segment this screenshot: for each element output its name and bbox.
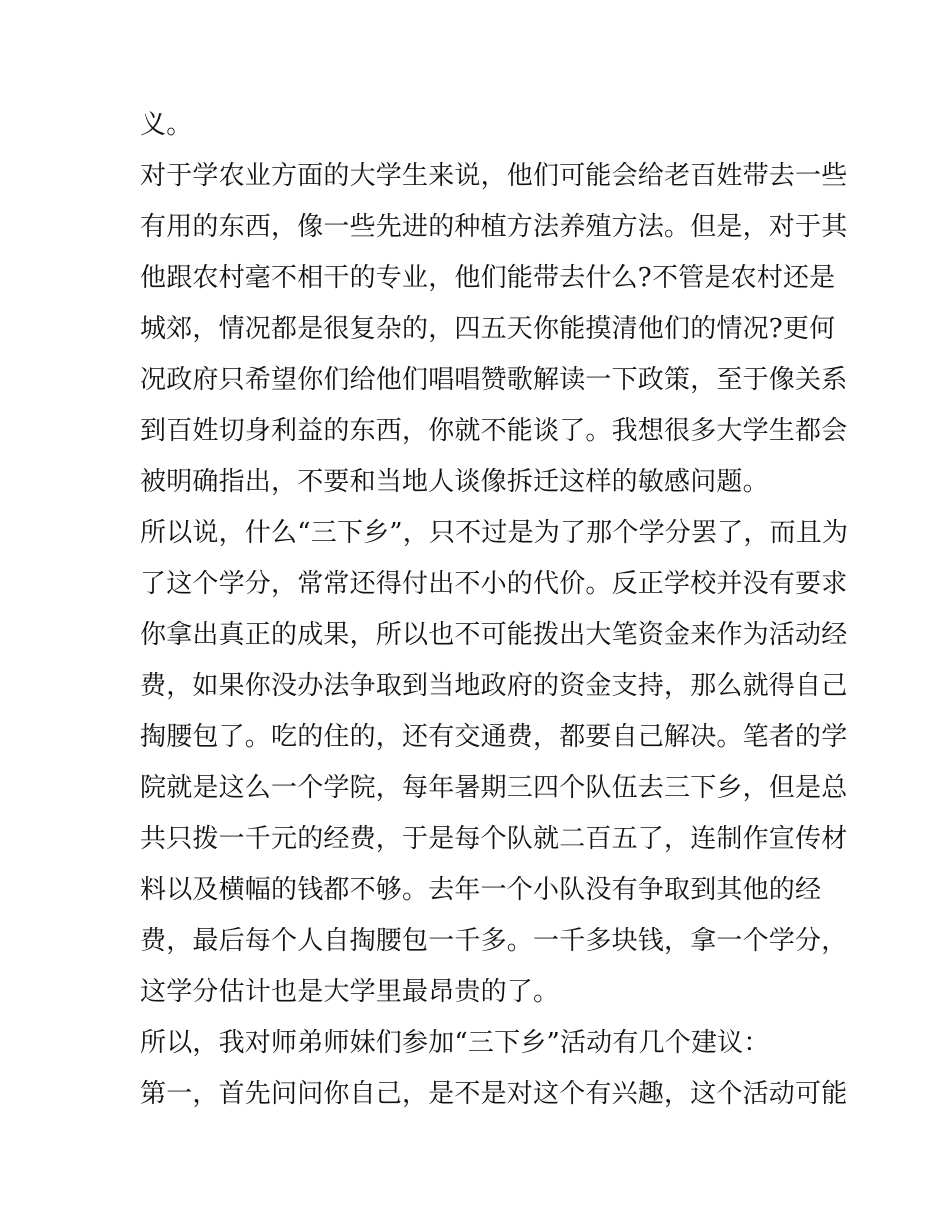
text-line: 这学分估计也是大学里最昂贵的了。 (140, 977, 560, 1007)
text-line: 他跟农村毫不相干的专业，他们能带去什么?不管是农村还是 (140, 263, 836, 293)
text-line: 第一，首先问问你自己，是不是对这个有兴趣，这个活动可能 (140, 1079, 848, 1109)
text-line: 有用的东西，像一些先进的种植方法养殖方法。但是，对于其 (140, 212, 848, 242)
text-line: 城郊，情况都是很复杂的，四五天你能摸清他们的情况?更何 (140, 314, 836, 344)
text-line: 所以说，什么“三下乡”，只不过是为了那个学分罢了，而且为 (140, 518, 849, 548)
text-line: 被明确指出，不要和当地人谈像拆迁这样的敏感问题。 (140, 467, 769, 497)
text-line: 费，如果你没办法争取到当地政府的资金支持，那么就得自己 (140, 671, 848, 701)
text-line: 所以，我对师弟师妹们参加“三下乡”活动有几个建议： (140, 1028, 770, 1058)
text-line: 到百姓切身利益的东西，你就不能谈了。我想很多大学生都会 (140, 416, 848, 446)
text-line: 院就是这么一个学院，每年暑期三四个队伍去三下乡，但是总 (140, 773, 848, 803)
text-line: 了这个学分，常常还得付出不小的代价。反正学校并没有要求 (140, 569, 848, 599)
text-line: 料以及横幅的钱都不够。去年一个小队没有争取到其他的经 (140, 875, 822, 905)
text-line: 对于学农业方面的大学生来说，他们可能会给老百姓带去一些 (140, 161, 848, 191)
text-line: 掏腰包了。吃的住的，还有交通费，都要自己解决。笔者的学 (140, 722, 848, 752)
text-line: 况政府只希望你们给他们唱唱赞歌解读一下政策，至于像关系 (140, 365, 848, 395)
body-text (140, 100, 849, 1120)
text-line: 你拿出真正的成果，所以也不可能拨出大笔资金来作为活动经 (140, 620, 848, 650)
text-line: 义。 (140, 110, 193, 140)
text-line: 费，最后每个人自掏腰包一千多。一千多块钱，拿一个学分， (140, 926, 848, 956)
text-line: 共只拨一千元的经费，于是每个队就二百五了，连制作宣传材 (140, 824, 848, 854)
